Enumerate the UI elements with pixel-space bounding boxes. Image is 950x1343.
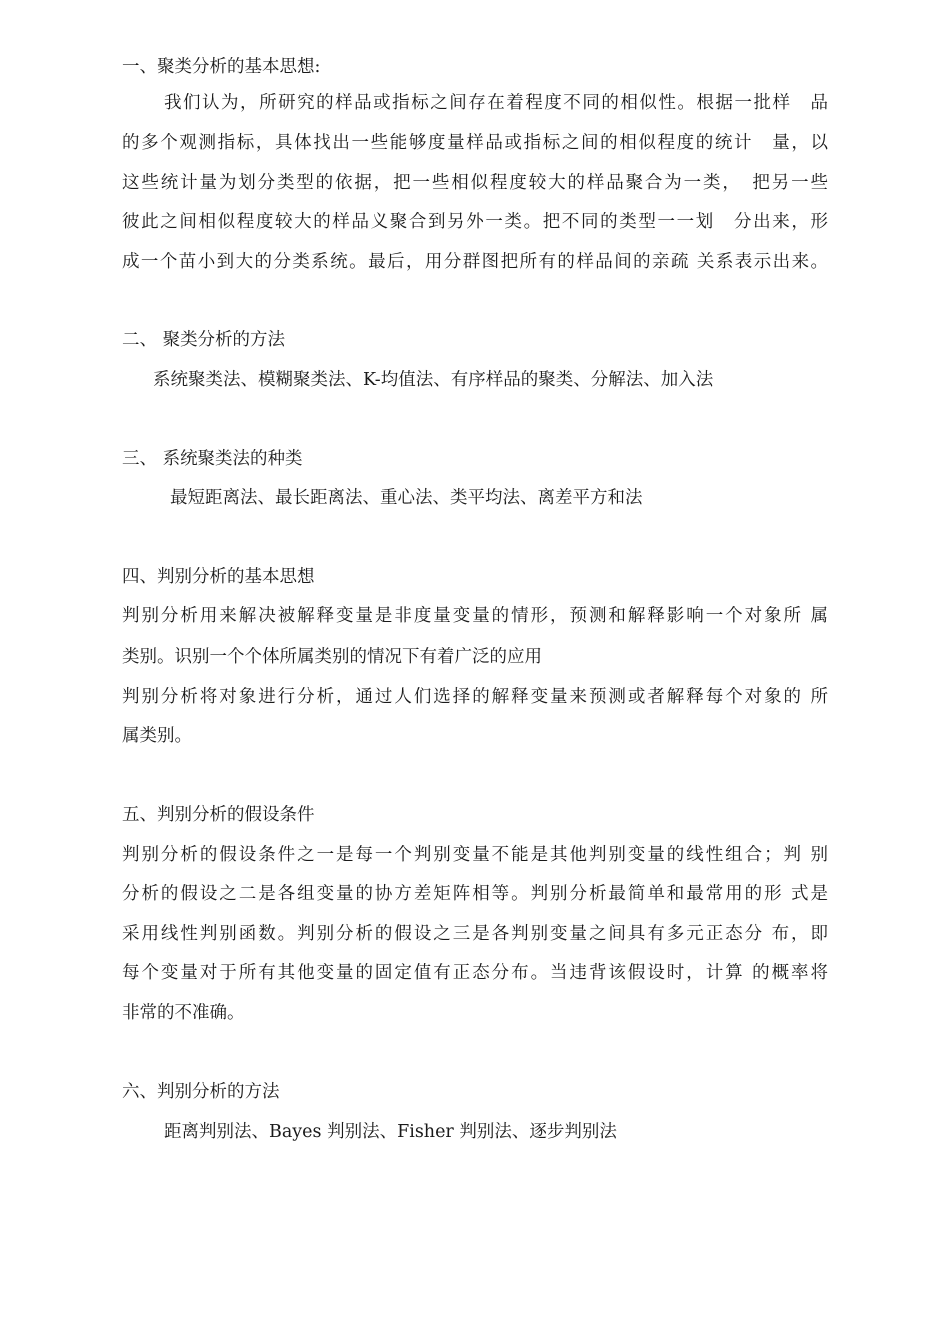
paragraph-line: 系统聚类法、模糊聚类法、K-均值法、有序样品的聚类、分解法、加入法 — [153, 370, 714, 390]
section-heading-6: 六、判别分析的方法 — [122, 1082, 280, 1102]
paragraph-line: 分析的假设之二是各组变量的协方差矩阵相等。判别分析最简单和最常用的形 式是 — [122, 884, 828, 904]
paragraph-line: 我们认为，所研究的样品或指标之间存在着程度不同的相似性。根据一批样 品 — [164, 93, 828, 113]
paragraph-line: 判别分析用来解决被解释变量是非度量变量的情形，预测和解释影响一个对象所 属 — [122, 606, 828, 626]
section-heading-4: 四、判别分析的基本思想 — [122, 567, 315, 587]
section-heading-5: 五、判别分析的假设条件 — [122, 805, 315, 825]
paragraph-line: 采用线性判别函数。判别分析的假设之三是各判别变量之间具有多元正态分 布，即 — [122, 924, 828, 944]
paragraph-line: 判别分析的假设条件之一是每一个判别变量不能是其他判别变量的线性组合；判 别 — [122, 845, 828, 865]
section-heading-3: 三、 系统聚类法的种类 — [122, 449, 303, 469]
paragraph-line: 类别。识别一个个体所属类别的情况下有着广泛的应用 — [122, 647, 542, 667]
section-heading-1: 一、聚类分析的基本思想: — [122, 57, 321, 77]
paragraph-line: 每个变量对于所有其他变量的固定值有正态分布。当违背该假设时，计算 的概率将 — [122, 963, 828, 983]
paragraph-line: 的多个观测指标，具体找出一些能够度量样品或指标之间的相似程度的统计 量，以 — [122, 133, 828, 153]
paragraph-line: 彼此之间相似程度较大的样品义聚合到另外一类。把不同的类型一一划 分出来，形 — [122, 212, 828, 232]
paragraph-line: 成一个苗小到大的分类系统。最后，用分群图把所有的样品间的亲疏 关系表示出来。 — [122, 252, 828, 272]
paragraph-line: 这些统计量为划分类型的依据，把一些相似程度较大的样品聚合为一类， 把另一些 — [122, 173, 828, 193]
paragraph-line: 距离判别法、Bayes 判别法、Fisher 判别法、逐步判别法 — [164, 1122, 617, 1142]
paragraph-line: 非常的不准确。 — [122, 1003, 245, 1023]
section-heading-2: 二、 聚类分析的方法 — [122, 330, 286, 350]
paragraph-line: 判别分析将对象进行分析，通过人们选择的解释变量来预测或者解释每个对象的 所 — [122, 687, 828, 707]
paragraph-line: 最短距离法、最长距离法、重心法、类平均法、离差平方和法 — [170, 488, 643, 508]
paragraph-line: 属类别。 — [122, 726, 192, 746]
